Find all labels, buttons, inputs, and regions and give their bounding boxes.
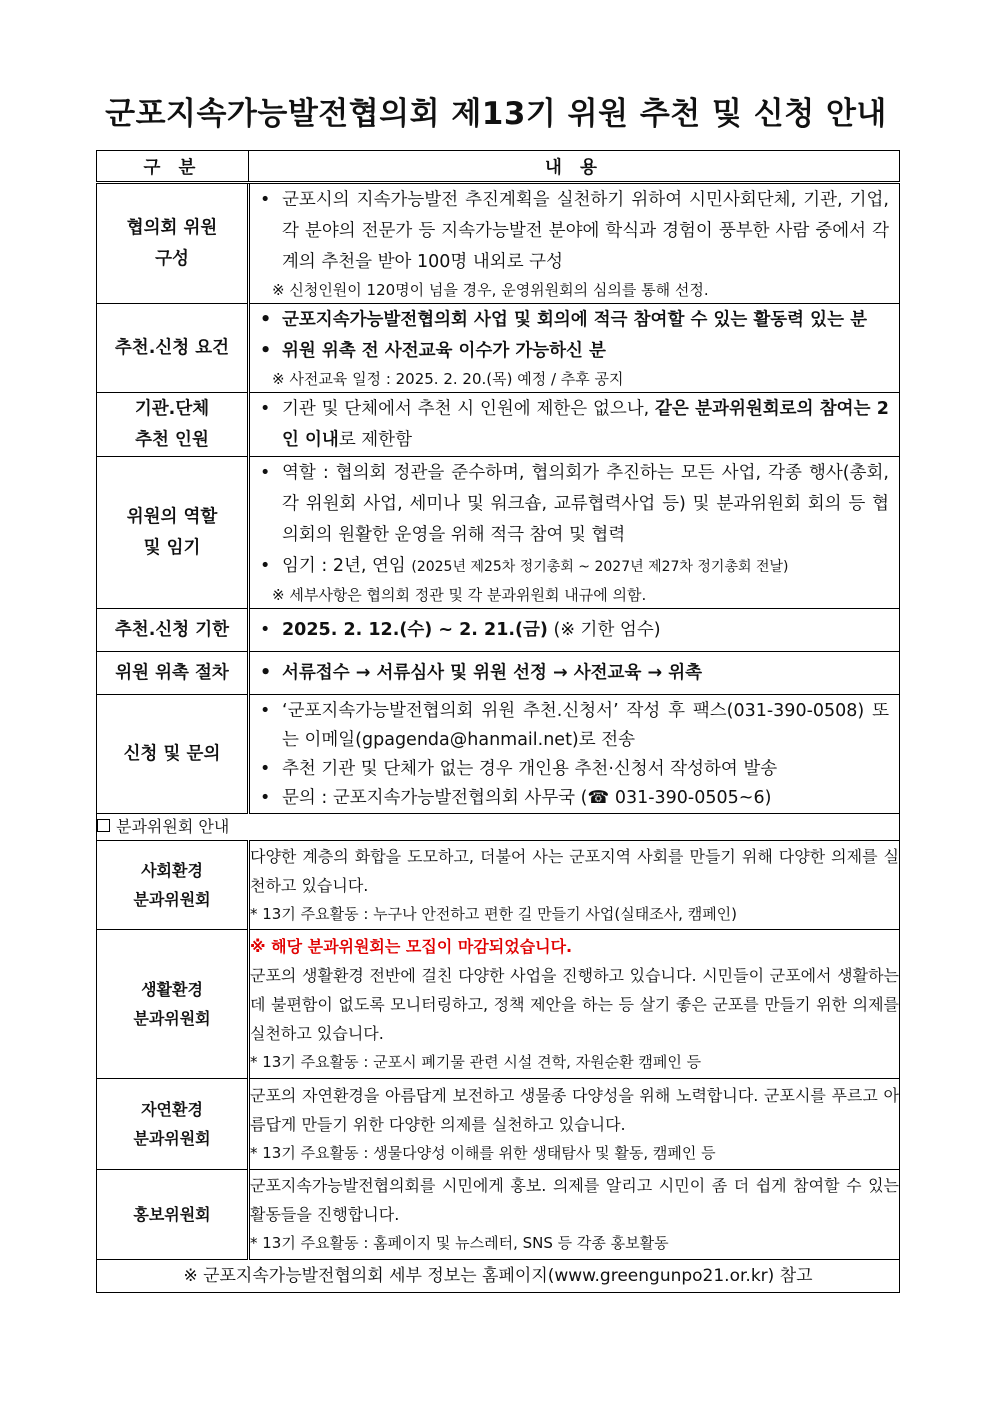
row-procedure [97,652,900,695]
list-item: • 역할 : 협의회 정관을 준수하며, 협의회가 추진하는 모든 사업, 각종 행사(총회, 각 위원회 사업, 세미나 및 워크숍, 교류협력사업 등) 및 분과위원회 회의 등 협의회의 원활한 운영을 위해 적극 참여 및 협력 [260,463,889,545]
label-committee-nature: 자연환경 분과위원회 [97,1079,249,1170]
label-committee-living: 생활환경 분과위원회 [97,930,249,1079]
row-committee-living [97,930,900,1079]
committee-activity: * 13기 주요활동 : 홈페이지 및 뉴스레터, SNS 등 각종 홍보활동 [250,1234,669,1252]
list-item: • 임기 : 2년, 연임 (2025년 제25차 정기총회 ~ 2027년 제27차 정기총회 전날) [260,556,789,576]
row-role [97,457,900,609]
row-committee-nature [97,1079,900,1170]
info-table [96,150,900,1293]
content-requirements [249,304,900,393]
row-apply [97,695,900,814]
list-item: • 기관 및 단체에서 추천 시 인원에 제한은 없으나, 같은 분과위원회로의 참여는 2인 이내로 제한함 [260,399,889,450]
list-item: • 2025. 2. 12.(수) ~ 2. 21.(금) (※ 기한 엄수) [260,620,661,640]
label-role: 위원의 역할 및 임기 [97,457,249,609]
label-deadline: 추천.신청 기한 [97,609,249,652]
row-footer [97,1260,900,1293]
list-item: • 문의 : 군포지속가능발전협의회 사무국 (☎ 031-390-0505~6) [260,787,772,808]
content-composition [249,183,900,304]
section-title: 분과위원회 안내 [97,814,900,841]
role-note: ※ 세부사항은 협의회 정관 및 각 분과위원회 내규에 의함. [272,586,647,604]
content-committee-nature: 군포의 자연환경을 아름답게 보전하고 생물종 다양성을 위해 노력합니다. 군포시를 푸르고 아름답게 만들기 위한 다양한 의제를 실천하고 있습니다. * 13기 주요활동 : 생물다양성 이해를 위한 생태탐사 및 활동, 캠페인 등 [249,1079,900,1170]
label-apply: 신청 및 문의 [97,695,249,814]
row-deadline [97,609,900,652]
content-committee-social: 다양한 계층의 화합을 도모하고, 더불어 사는 군포지역 사회를 만들기 위해 다양한 의제를 실천하고 있습니다. * 13기 주요활동 : 누구나 안전하고 편한 길 만들기 사업(실태조사, 캠페인) [249,841,900,930]
footer-note: ※ 군포지속가능발전협의회 세부 정보는 홈페이지(www.greengunpo21.or.kr) 참고 [97,1260,900,1293]
header-content: 내 용 [249,151,900,183]
committee-activity: * 13기 주요활동 : 군포시 폐기물 관련 시설 견학, 자원순환 캠페인 등 [250,1052,702,1071]
header-category: 구 분 [97,151,249,183]
label-requirements: 추천.신청 요건 [97,304,249,393]
content-deadline [249,609,900,652]
label-committee-pr: 홍보위원회 [97,1170,249,1260]
list-item: • 추천 기관 및 단체가 없는 경우 개인용 추천·신청서 작성하여 발송 [260,758,778,779]
content-committee-living: ※ 해당 분과위원회는 모집이 마감되었습니다. 군포의 생활환경 전반에 걸친 다양한 사업을 진행하고 있습니다. 시민들이 군포에서 생활하는데 불편함이 없도록 모니터링하고, 정책 제안을 하는 등 살기 좋은 군포를 만들기 위한 의제를 실천하고 있습니다. * 13기 주요활동 : 군포시 폐기물 관련 시설 견학, 자원순환 캠페인 등 [249,930,900,1079]
page-title: 군포지속가능발전협의회 제13기 위원 추천 및 신청 안내 [105,96,887,132]
closed-notice: ※ 해당 분과위원회는 모집이 마감되었습니다. [250,936,573,956]
label-procedure: 위원 위촉 절차 [97,652,249,695]
list-item: • ‘군포지속가능발전협의회 위원 추천.신청서’ 작성 후 팩스(031-390-0508) 또는 이메일(gpagenda@hanmail.net)로 전송 [260,700,889,750]
content-role [249,457,900,609]
row-composition [97,183,900,304]
list-item: • 서류접수 → 서류심사 및 위원 선정 → 사전교육 → 위촉 [260,663,703,683]
committee-activity: * 13기 주요활동 : 생물다양성 이해를 위한 생태탐사 및 활동, 캠페인 등 [250,1143,716,1162]
label-composition: 협의회 위원 구성 [97,183,249,304]
content-org-limit [249,393,900,457]
table-header-row [97,151,900,183]
row-section-title [97,814,900,841]
row-org-limit [97,393,900,457]
content-procedure [249,652,900,695]
requirements-note: ※ 사전교육 일정 : 2025. 2. 20.(목) 예정 / 추후 공지 [272,370,624,388]
composition-note: ※ 신청인원이 120명이 넘을 경우, 운영위원회의 심의를 통해 선정. [272,281,709,299]
label-org-limit: 기관.단체 추천 인원 [97,393,249,457]
committee-activity: * 13기 주요활동 : 누구나 안전하고 편한 길 만들기 사업(실태조사, 캠페인) [250,904,738,923]
row-requirements [97,304,900,393]
content-apply [249,695,900,814]
list-item: • 위원 위촉 전 사전교육 이수가 가능하신 분 [260,341,606,361]
content-committee-pr: 군포지속가능발전협의회를 시민에게 홍보. 의제를 알리고 시민이 좀 더 쉽게 참여할 수 있는 활동들을 진행합니다. * 13기 주요활동 : 홈페이지 및 뉴스레터, SNS 등 각종 홍보활동 [249,1170,900,1260]
row-committee-pr [97,1170,900,1260]
checkbox-icon [97,819,110,832]
row-committee-social [97,841,900,930]
label-committee-social: 사회환경 분과위원회 [97,841,249,930]
list-item: • 군포시의 지속가능발전 추진계획을 실천하기 위하여 시민사회단체, 기관, 기업, 각 분야의 전문가 등 지속가능발전 분야에 학식과 경험이 풍부한 사람 중에서 각계의 추천을 받아 100명 내외로 구성 [260,190,889,272]
list-item: • 군포지속가능발전협의회 사업 및 회의에 적극 참여할 수 있는 활동력 있는 분 [260,310,867,330]
